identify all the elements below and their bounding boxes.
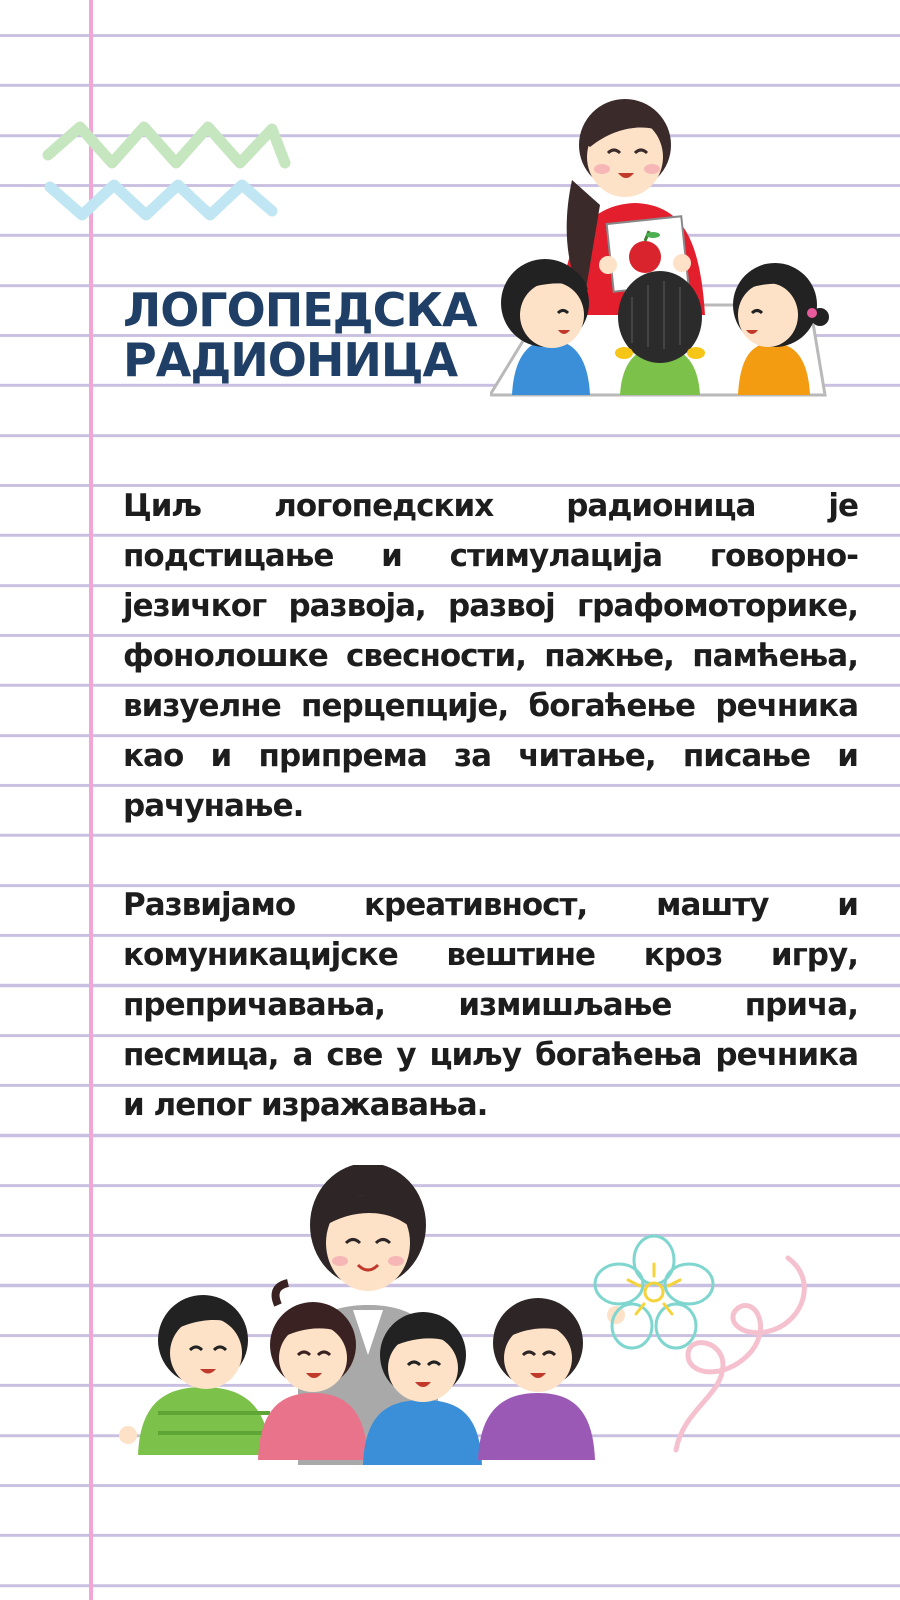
notebook-margin-line [89, 0, 93, 1600]
teacher-and-children-illustration [490, 85, 850, 405]
squiggle-doodle [668, 1250, 828, 1460]
paragraph-creativity: Развијамо креативност, машту и комуникацијске вештине кроз игру, препричавања, измишљање прича, песмица, а све у циљу богаћења речника и лепог изражавања. [123, 887, 858, 1123]
paragraph-workshop-goal: Циљ логопедских радионица је подстицање и стимулација говорно-језичког развоја, развој графомоторике, фонолошке свесности, пажње, памћења, визуелне перцепције, богаћење речника као и припрема за читање, писање и рачунање. [123, 488, 858, 824]
page-title [123, 285, 477, 385]
zigzag-doodle [40, 115, 300, 235]
title-line-2: РАДИОНИЦА [123, 333, 458, 387]
teacher-with-children-illustration [118, 1165, 638, 1475]
title-line-1: ЛОГОПЕДСКА [123, 283, 477, 337]
